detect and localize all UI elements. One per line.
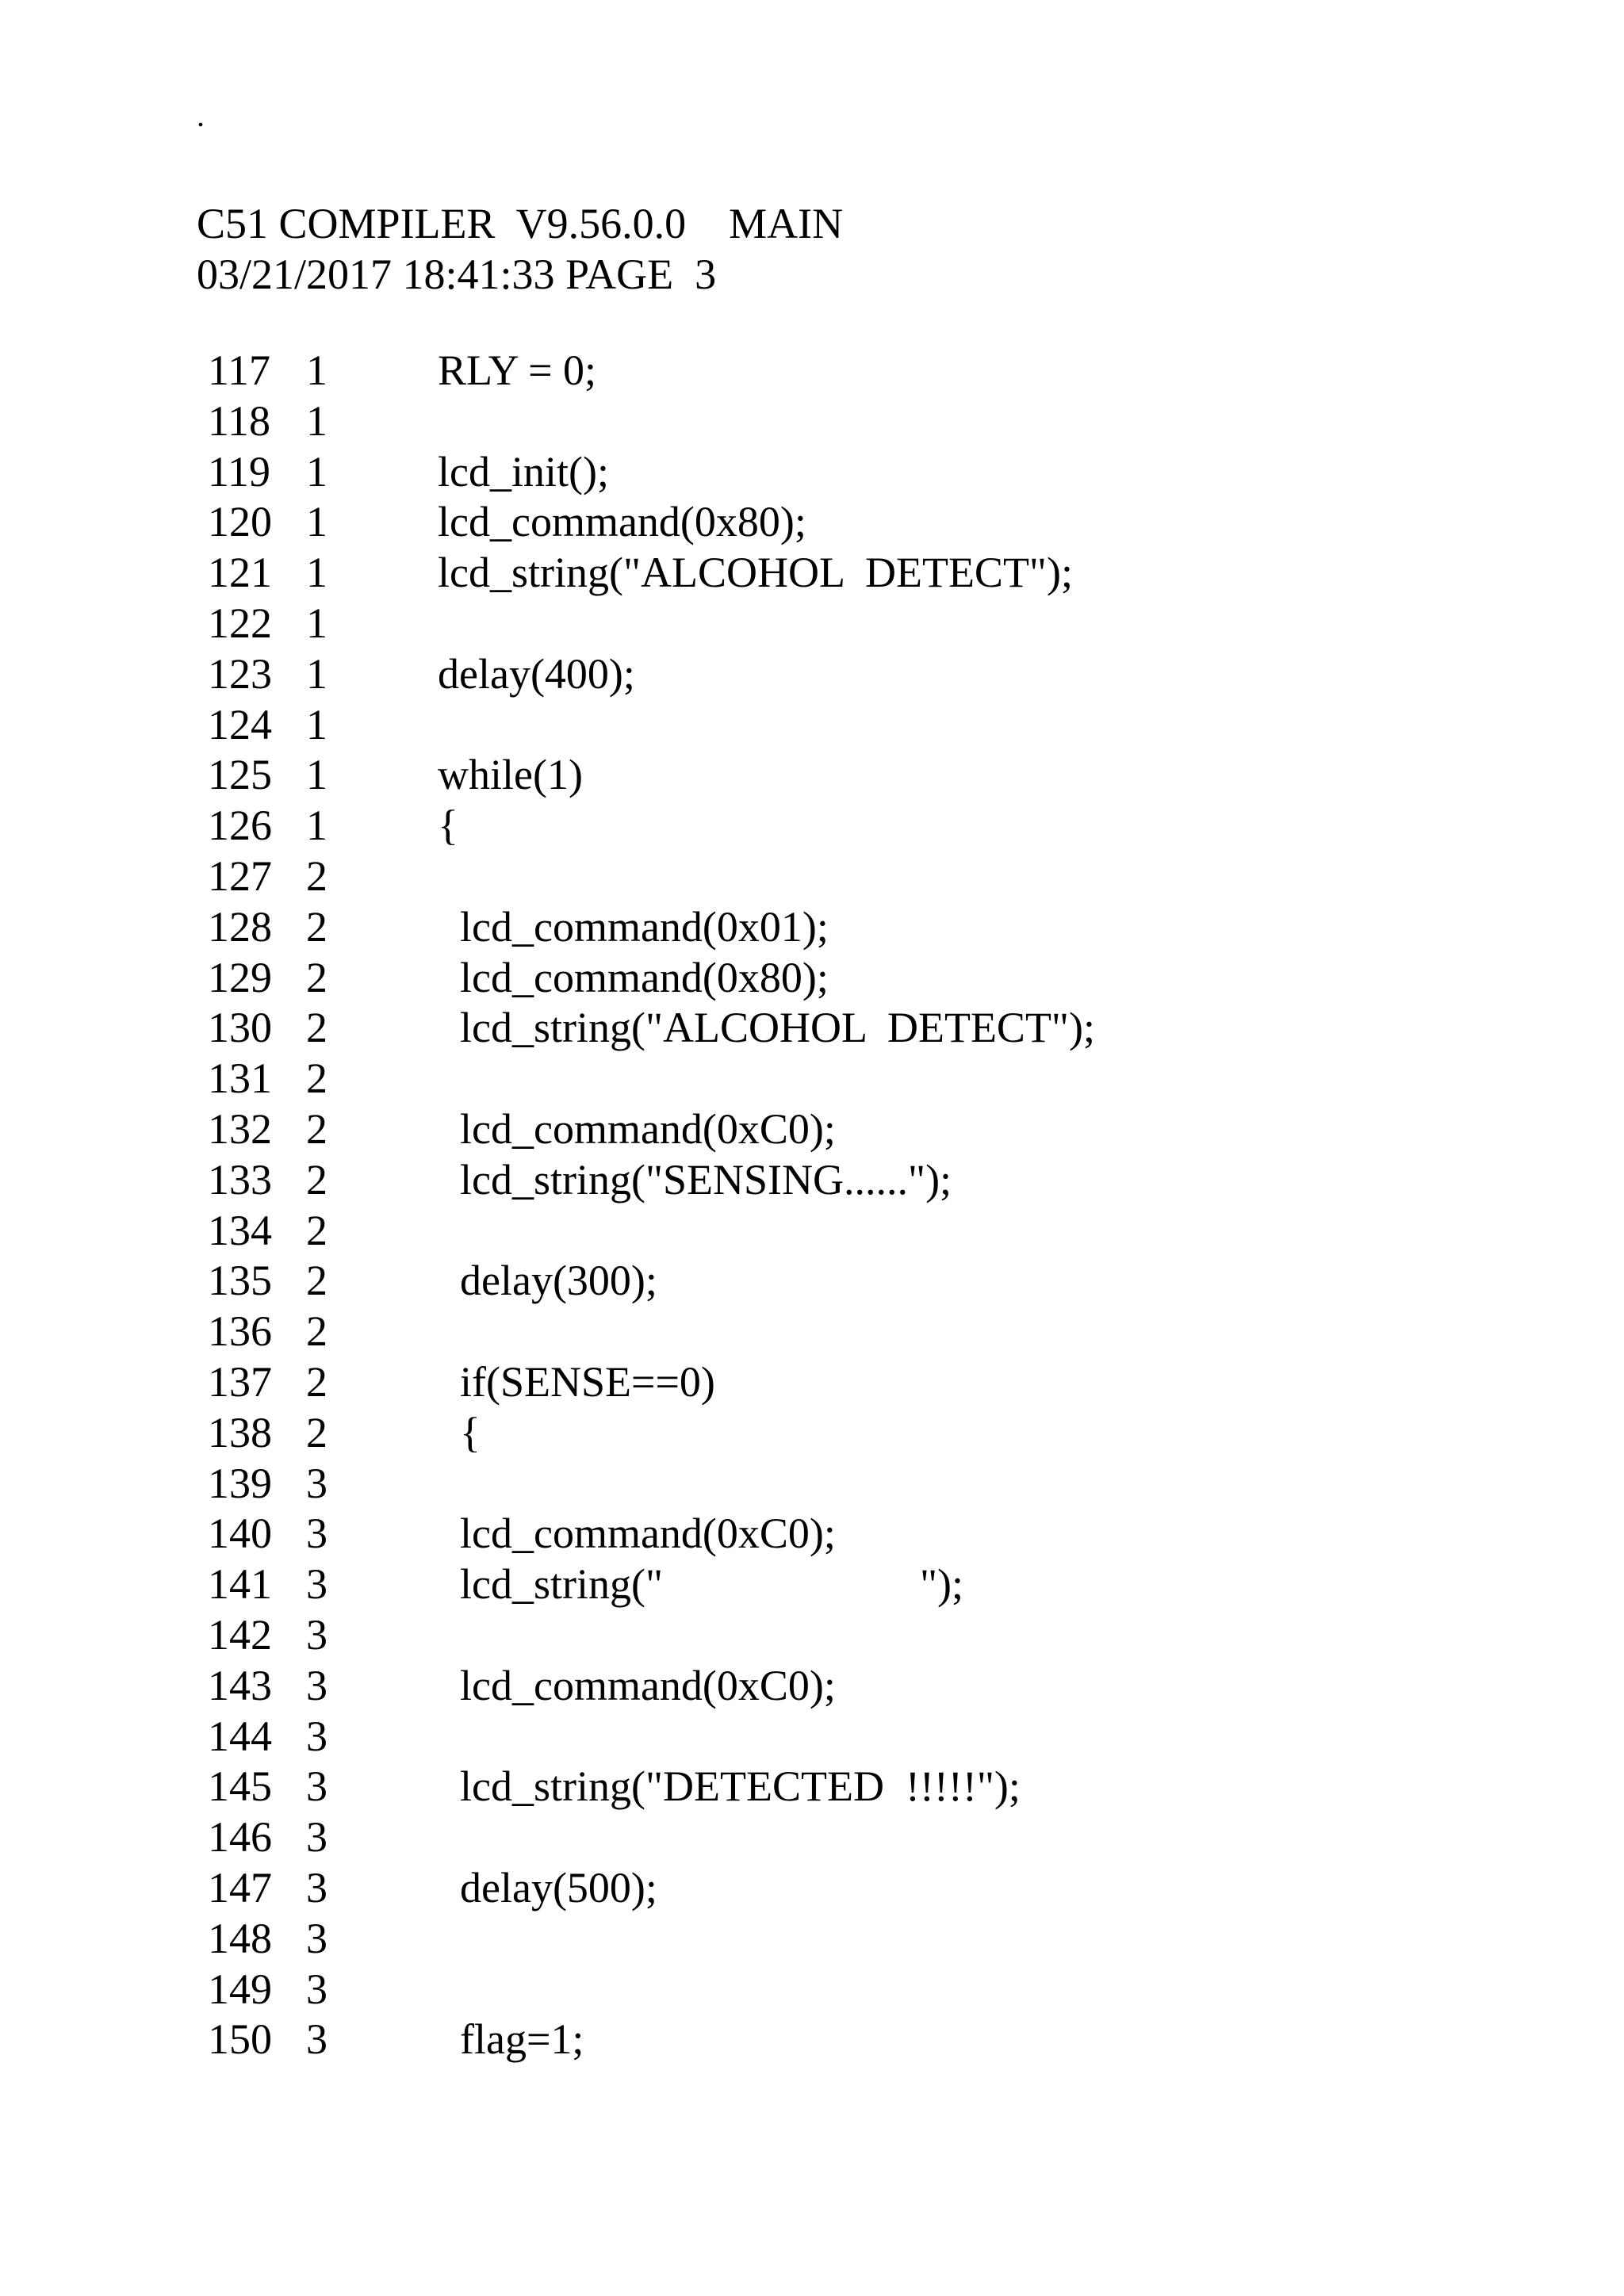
nesting-level: 1 — [306, 498, 327, 546]
header-date-page-line: 03/21/2017 18:41:33 PAGE 3 — [197, 251, 717, 298]
listing-line — [0, 902, 1624, 953]
listing-line — [0, 649, 1624, 700]
code-text: delay(400); — [438, 649, 635, 698]
line-number: 124 — [208, 700, 272, 748]
listing-line — [0, 851, 1624, 902]
listing-line — [0, 548, 1624, 599]
listing-line — [0, 1307, 1624, 1357]
line-number: 130 — [208, 1004, 272, 1052]
nesting-level: 1 — [306, 549, 327, 597]
listing-line — [0, 447, 1624, 498]
nesting-level: 2 — [306, 1004, 327, 1052]
header-compiler-line: C51 COMPILER V9.56.0.0 MAIN — [197, 200, 844, 247]
code-text: { — [460, 1408, 481, 1456]
nesting-level: 2 — [306, 1307, 327, 1356]
listing-line — [0, 1559, 1624, 1610]
listing-line — [0, 1256, 1624, 1307]
nesting-level: 3 — [306, 1863, 327, 1911]
nesting-level: 3 — [306, 1965, 327, 2013]
code-text: lcd_string("DETECTED !!!!!"); — [460, 1762, 1021, 1811]
line-number: 133 — [208, 1155, 272, 1203]
line-number: 138 — [208, 1408, 272, 1456]
code-text: lcd_command(0x80); — [438, 498, 806, 546]
listing-line — [0, 1712, 1624, 1762]
nesting-level: 2 — [306, 1104, 327, 1153]
line-number: 143 — [208, 1661, 272, 1709]
nesting-level: 2 — [306, 1054, 327, 1103]
nesting-level: 1 — [306, 346, 327, 394]
listing-header — [197, 198, 843, 300]
line-number: 147 — [208, 1863, 272, 1911]
nesting-level: 2 — [306, 1357, 327, 1406]
code-text: lcd_string("ALCOHOL DETECT"); — [460, 1004, 1095, 1052]
nesting-level: 1 — [306, 751, 327, 799]
nesting-level: 2 — [306, 851, 327, 900]
line-number: 119 — [208, 447, 270, 496]
nesting-level: 2 — [306, 1408, 327, 1456]
line-number: 121 — [208, 549, 272, 597]
code-text: lcd_string("ALCOHOL DETECT"); — [438, 549, 1073, 597]
code-text: delay(500); — [460, 1863, 657, 1911]
listing-line — [0, 1661, 1624, 1712]
line-number: 145 — [208, 1762, 272, 1811]
listing-line — [0, 599, 1624, 649]
code-text: lcd_command(0xC0); — [460, 1510, 836, 1558]
listing-line — [0, 750, 1624, 801]
listing-line — [0, 801, 1624, 851]
code-text: RLY = 0; — [438, 346, 597, 394]
line-number: 146 — [208, 1813, 272, 1862]
code-text: while(1) — [438, 751, 583, 799]
listing-line — [0, 346, 1624, 396]
code-text: { — [438, 802, 458, 850]
code-text: lcd_string(" "); — [460, 1560, 964, 1609]
listing-line — [0, 1206, 1624, 1257]
nesting-level: 3 — [306, 1762, 327, 1811]
line-number: 126 — [208, 802, 272, 850]
line-number: 148 — [208, 1914, 272, 1962]
page-dot-mark: . — [197, 98, 205, 133]
line-number: 136 — [208, 1307, 272, 1356]
code-text: flag=1; — [460, 2015, 584, 2064]
listing-line — [0, 2015, 1624, 2065]
line-number: 134 — [208, 1206, 272, 1254]
line-number: 137 — [208, 1357, 272, 1406]
listing-line — [0, 1762, 1624, 1812]
line-number: 135 — [208, 1257, 272, 1305]
nesting-level: 2 — [306, 1206, 327, 1254]
line-number: 122 — [208, 599, 272, 647]
listing-line — [0, 1459, 1624, 1510]
line-number: 139 — [208, 1459, 272, 1507]
listing-line — [0, 1155, 1624, 1206]
code-text: delay(300); — [460, 1257, 657, 1305]
nesting-level: 3 — [306, 2015, 327, 2064]
nesting-level: 3 — [306, 1560, 327, 1609]
nesting-level: 3 — [306, 1712, 327, 1760]
line-number: 118 — [208, 396, 270, 445]
line-number: 149 — [208, 1965, 272, 2013]
listing-line — [0, 497, 1624, 548]
code-text: lcd_string("SENSING......"); — [460, 1155, 952, 1203]
line-number: 132 — [208, 1104, 272, 1153]
code-text: if(SENSE==0) — [460, 1357, 715, 1406]
nesting-level: 1 — [306, 447, 327, 496]
line-number: 131 — [208, 1054, 272, 1103]
line-number: 129 — [208, 953, 272, 1001]
nesting-level: 2 — [306, 902, 327, 951]
nesting-level: 2 — [306, 1155, 327, 1203]
nesting-level: 3 — [306, 1914, 327, 1962]
listing-line — [0, 1408, 1624, 1459]
listing-line — [0, 1610, 1624, 1661]
line-number: 125 — [208, 751, 272, 799]
listing-line — [0, 1812, 1624, 1863]
line-number: 117 — [208, 346, 270, 394]
code-text: lcd_command(0xC0); — [460, 1104, 836, 1153]
listing-line — [0, 1003, 1624, 1054]
code-text: lcd_init(); — [438, 447, 609, 496]
listing-line — [0, 1054, 1624, 1104]
nesting-level: 1 — [306, 700, 327, 748]
listing-line — [0, 1863, 1624, 1914]
nesting-level: 3 — [306, 1510, 327, 1558]
code-text: lcd_command(0xC0); — [460, 1661, 836, 1709]
listing-line — [0, 953, 1624, 1004]
nesting-level: 1 — [306, 802, 327, 850]
nesting-level: 3 — [306, 1459, 327, 1507]
code-text: lcd_command(0x80); — [460, 953, 829, 1001]
listing-line — [0, 1509, 1624, 1559]
line-number: 141 — [208, 1560, 272, 1609]
code-listing — [0, 346, 1624, 2065]
listing-line — [0, 1914, 1624, 1965]
line-number: 127 — [208, 851, 272, 900]
nesting-level: 3 — [306, 1813, 327, 1862]
nesting-level: 1 — [306, 396, 327, 445]
line-number: 142 — [208, 1610, 272, 1659]
line-number: 150 — [208, 2015, 272, 2064]
nesting-level: 1 — [306, 599, 327, 647]
line-number: 140 — [208, 1510, 272, 1558]
nesting-level: 3 — [306, 1610, 327, 1659]
listing-line — [0, 1357, 1624, 1408]
listing-line — [0, 1104, 1624, 1155]
line-number: 144 — [208, 1712, 272, 1760]
nesting-level: 2 — [306, 1257, 327, 1305]
nesting-level: 2 — [306, 953, 327, 1001]
nesting-level: 1 — [306, 649, 327, 698]
line-number: 128 — [208, 902, 272, 951]
listing-line — [0, 1965, 1624, 2015]
line-number: 120 — [208, 498, 272, 546]
listing-line — [0, 700, 1624, 751]
listing-line — [0, 396, 1624, 447]
line-number: 123 — [208, 649, 272, 698]
code-text: lcd_command(0x01); — [460, 902, 829, 951]
nesting-level: 3 — [306, 1661, 327, 1709]
